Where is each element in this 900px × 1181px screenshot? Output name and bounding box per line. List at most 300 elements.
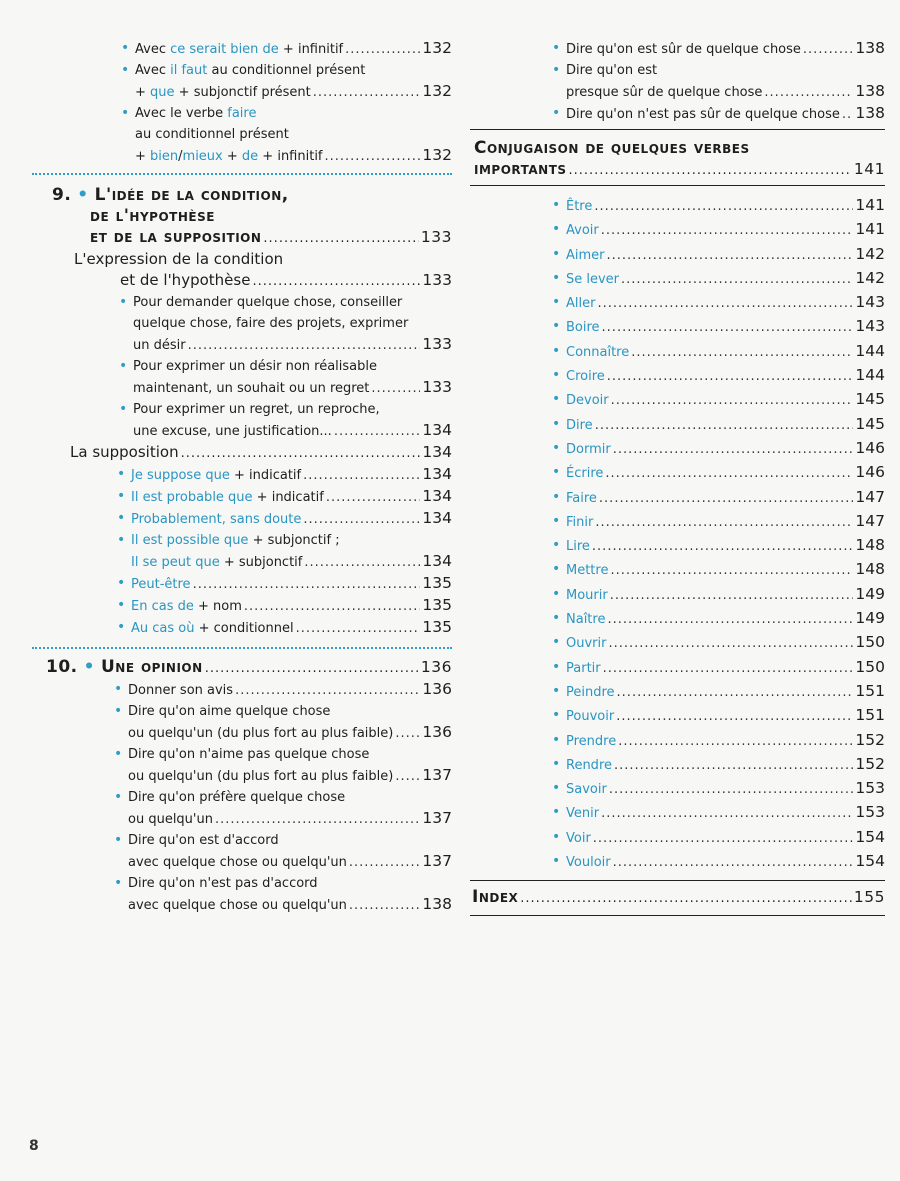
bullet-icon: • — [552, 105, 561, 121]
opinion-entries — [32, 679, 452, 916]
entry-line — [566, 364, 885, 388]
page-ref: 132 — [422, 146, 452, 164]
bullet-icon: • — [117, 532, 126, 548]
page-ref: 155 — [853, 888, 885, 907]
toc-entry — [32, 530, 452, 573]
leader-dots — [395, 723, 420, 744]
entry-text: + — [135, 149, 151, 164]
page-ref: 132 — [422, 39, 452, 57]
verb-name: Mourir — [566, 587, 608, 603]
verb-name: Aller — [566, 296, 596, 312]
toc-entry — [32, 399, 452, 442]
section-title: et de la supposition — [90, 227, 262, 247]
entry-line — [566, 461, 885, 485]
bullet-icon: • — [552, 391, 561, 408]
entry-line — [133, 292, 452, 313]
entry-text: presque sûr de quelque chose — [566, 85, 763, 100]
entry-line — [566, 437, 885, 461]
verb-entry — [552, 218, 885, 242]
bullet-icon: • — [552, 294, 561, 311]
page-ref: 150 — [855, 657, 885, 676]
bullet-icon: • — [552, 439, 561, 456]
entry-text: + conditionnel — [194, 621, 294, 636]
entry-line — [135, 38, 452, 60]
bullet-icon: • — [552, 780, 561, 797]
toc-entry — [554, 38, 885, 60]
page-ref: 138 — [422, 895, 452, 913]
toc-entry — [32, 873, 452, 916]
page-ref: 141 — [855, 220, 885, 239]
page-ref: 138 — [855, 39, 885, 57]
leader-dots — [263, 228, 418, 249]
leader-dots — [621, 268, 853, 291]
bullet-icon: • — [552, 512, 561, 529]
section-number: 10. — [46, 657, 78, 677]
section-title: Index — [472, 887, 519, 908]
entry-line — [135, 145, 452, 167]
verb-name: Dormir — [566, 441, 611, 457]
entry-text: + subjonctif présent — [174, 85, 311, 100]
leader-dots — [303, 509, 420, 530]
entry-line — [131, 595, 452, 617]
verb-name: Voir — [566, 830, 591, 846]
section-title: de l'hypothèse — [90, 206, 215, 226]
entry-line — [128, 787, 452, 808]
page-ref: 146 — [855, 463, 885, 482]
entry-text: Dire qu'on n'est pas sûr de quelque chose — [566, 107, 840, 122]
verb-name: Rendre — [566, 757, 612, 773]
entry-text: + subjonctif — [219, 555, 303, 570]
leader-dots — [569, 160, 852, 181]
bullet-icon: • — [552, 464, 561, 481]
entry-line — [131, 464, 452, 486]
verb-name: Connaître — [566, 344, 630, 360]
entry-line — [133, 399, 452, 420]
entry-line — [128, 894, 452, 916]
verb-name: Peindre — [566, 684, 615, 700]
entry-line — [131, 551, 452, 573]
toc-entry — [32, 486, 452, 508]
verb-name: Écrire — [566, 466, 604, 482]
entry-text: Dire qu'on est d'accord — [128, 833, 279, 848]
bullet-icon: • — [552, 197, 561, 213]
verb-name: Pouvoir — [566, 709, 615, 725]
leader-dots — [599, 487, 853, 510]
entry-line — [566, 388, 885, 412]
leader-dots — [597, 292, 853, 315]
entry-line — [135, 60, 452, 81]
entry-text: un désir — [133, 338, 186, 353]
entry-text: Donner son avis — [128, 683, 234, 698]
toc-entry — [32, 103, 452, 167]
section-number: 9. — [52, 185, 72, 205]
bullet-icon: • — [119, 401, 128, 417]
toc-entry — [32, 787, 452, 830]
leader-dots — [215, 809, 420, 830]
entry-text: Dire qu'on n'aime pas quelque chose — [128, 747, 370, 762]
bullet-icon: • — [119, 294, 128, 310]
entry-line — [566, 826, 885, 850]
entry-line — [566, 777, 885, 801]
page-ref: 146 — [855, 438, 885, 457]
bullet-icon: • — [552, 853, 561, 870]
section-title: importants — [474, 159, 567, 179]
bullet-icon: • — [77, 185, 89, 205]
verb-name: Lire — [566, 539, 590, 555]
leader-dots — [593, 827, 854, 850]
entry-text: au conditionnel présent — [135, 127, 289, 142]
subheading-title: La supposition — [70, 443, 179, 461]
entry-text: Au cas où — [131, 621, 195, 636]
page-ref: 137 — [422, 809, 452, 827]
bullet-icon: • — [552, 488, 561, 505]
leader-dots — [617, 681, 854, 704]
entry-line — [128, 744, 452, 765]
entry-line — [131, 486, 452, 508]
entry-line — [133, 420, 452, 442]
verb-entry — [552, 607, 885, 631]
page-ref: 137 — [422, 852, 452, 870]
entry-line — [135, 124, 452, 145]
verb-name: Ouvrir — [566, 636, 607, 652]
entry-line — [566, 753, 885, 777]
page-ref: 142 — [855, 244, 885, 263]
entry-text: quelque chose, faire des projets, exprimer — [133, 316, 409, 331]
toc-entry — [554, 103, 885, 125]
page-ref: 133 — [422, 378, 452, 396]
bullet-icon: • — [117, 488, 126, 504]
section-rule — [470, 880, 885, 881]
page-ref: 138 — [855, 82, 885, 100]
entry-line — [133, 356, 452, 377]
page-ref: 137 — [422, 766, 452, 784]
subheading-supposition — [32, 442, 452, 464]
bullet-icon: • — [114, 789, 123, 805]
leader-dots — [595, 414, 854, 437]
toc-entry — [32, 356, 452, 399]
leader-dots — [601, 802, 853, 825]
bullet-icon: • — [114, 875, 123, 891]
conjugaison-heading — [470, 138, 885, 181]
page-ref: 147 — [855, 487, 885, 506]
entry-text: maintenant, un souhait ou un regret — [133, 381, 370, 396]
verb-entry — [552, 801, 885, 825]
verb-entry — [552, 388, 885, 412]
entry-line — [135, 81, 452, 103]
verb-name: Devoir — [566, 393, 609, 409]
toc-entry — [32, 464, 452, 486]
verb-entry — [552, 583, 885, 607]
section-rule — [470, 915, 885, 916]
entry-line — [131, 617, 452, 639]
verb-entry — [552, 680, 885, 704]
page-ref: 145 — [855, 390, 885, 409]
bullet-icon: • — [117, 466, 126, 482]
bullet-icon: • — [117, 510, 126, 526]
leader-dots — [613, 438, 854, 461]
left-top-entries — [32, 38, 452, 167]
leader-dots — [616, 705, 853, 728]
entry-text: + infinitif — [258, 149, 323, 164]
verb-entry — [552, 340, 885, 364]
verb-name: Être — [566, 199, 593, 214]
entry-line — [566, 218, 885, 242]
bullet-icon: • — [552, 585, 561, 602]
verb-name: Partir — [566, 660, 601, 676]
leader-dots — [235, 680, 420, 701]
toc-entry — [32, 744, 452, 787]
entry-line — [128, 722, 452, 744]
entry-line — [133, 334, 452, 356]
page-ref: 150 — [855, 633, 885, 652]
page-ref: 138 — [855, 104, 885, 122]
entry-text: ce serait bien de — [170, 42, 279, 57]
entry-line — [128, 830, 452, 851]
entry-line — [128, 701, 452, 722]
entry-text: Dire qu'on est sûr de quelque chose — [566, 42, 801, 57]
verb-name: Faire — [566, 490, 597, 506]
leader-dots — [252, 271, 420, 292]
entry-line — [133, 377, 452, 399]
page-number: 8 — [29, 1138, 39, 1154]
leader-dots — [371, 378, 420, 399]
leader-dots — [244, 596, 421, 617]
verb-entry — [552, 486, 885, 510]
entry-text: que — [150, 85, 175, 100]
entry-text: + infinitif — [278, 42, 344, 57]
leader-dots — [610, 559, 853, 582]
bullet-icon: • — [114, 832, 123, 848]
section-divider — [32, 647, 452, 649]
entry-text: mieux — [182, 149, 223, 164]
verb-entry — [552, 558, 885, 582]
page-ref: 152 — [855, 730, 885, 749]
bullet-icon: • — [117, 619, 126, 635]
verb-name: Dire — [566, 417, 593, 433]
bullet-icon: • — [552, 658, 561, 675]
bullet-icon: • — [117, 597, 126, 613]
verb-entry — [552, 704, 885, 728]
bullet-icon: • — [552, 804, 561, 821]
verb-name: Savoir — [566, 782, 607, 798]
entry-line — [566, 291, 885, 315]
verb-entry — [552, 364, 885, 388]
toc-entry — [32, 60, 452, 103]
entry-line — [566, 194, 885, 218]
bullet-icon: • — [552, 537, 561, 554]
entry-text: + indicatif — [252, 490, 324, 505]
verb-entry — [552, 534, 885, 558]
entry-text: Il est possible que — [131, 533, 249, 548]
verb-name: Finir — [566, 514, 594, 530]
entry-text: faire — [227, 106, 257, 121]
page-ref: 135 — [422, 596, 452, 614]
leader-dots — [304, 552, 420, 573]
bullet-icon: • — [552, 561, 561, 578]
section-title: L'idée de la condition, — [94, 185, 289, 205]
entry-line — [128, 679, 452, 701]
toc-entry — [32, 679, 452, 701]
bullet-icon: • — [552, 755, 561, 772]
bullet-icon: • — [552, 634, 561, 651]
page-ref: 135 — [422, 618, 452, 636]
page-ref: 145 — [855, 414, 885, 433]
verb-entry — [552, 850, 885, 874]
entry-line — [566, 850, 885, 874]
verb-entry — [552, 437, 885, 461]
subheading-title: et de l'hypothèse — [120, 271, 251, 289]
bullet-icon: • — [552, 40, 561, 56]
entry-line — [566, 510, 885, 534]
entry-text: Il se peut que — [131, 555, 220, 570]
entry-text: Probablement, sans doute — [131, 512, 302, 527]
condition-entries — [32, 292, 452, 442]
entry-line — [128, 808, 452, 830]
section-title: Une opinion — [101, 657, 203, 677]
page-ref: 141 — [855, 196, 885, 214]
verb-name: Avoir — [566, 223, 599, 239]
bullet-icon: • — [552, 828, 561, 845]
leader-dots — [618, 730, 853, 753]
right-column — [470, 38, 885, 916]
verb-entry — [552, 753, 885, 777]
verb-entry — [552, 243, 885, 267]
toc-entry — [32, 292, 452, 356]
leader-dots — [326, 487, 421, 508]
verb-name: Mettre — [566, 563, 609, 579]
entry-text: il faut — [170, 63, 208, 78]
bullet-icon: • — [552, 342, 561, 359]
entry-text: Dire qu'on est — [566, 63, 658, 78]
verb-entry — [552, 826, 885, 850]
supposition-entries — [32, 464, 452, 639]
entry-line — [566, 534, 885, 558]
entry-line — [566, 315, 885, 339]
bullet-icon: • — [552, 245, 561, 262]
bullet-icon: • — [552, 221, 561, 238]
entry-line — [566, 267, 885, 291]
page-ref: 151 — [855, 706, 885, 725]
verb-name: Vouloir — [566, 855, 611, 871]
leader-dots — [614, 754, 853, 777]
leader-dots — [607, 608, 853, 631]
entry-line — [128, 851, 452, 873]
page-ref: 149 — [855, 609, 885, 628]
page-ref: 154 — [855, 827, 885, 846]
subheading-title: L'expression de la condition — [74, 250, 284, 268]
bullet-icon: • — [121, 40, 130, 56]
leader-dots — [334, 421, 421, 442]
page-ref: 144 — [855, 366, 885, 385]
leader-dots — [205, 658, 419, 679]
leader-dots — [603, 657, 854, 680]
entry-line — [135, 103, 452, 124]
leader-dots — [631, 341, 853, 364]
leader-dots — [764, 82, 853, 103]
verb-entry — [552, 631, 885, 655]
leader-dots — [349, 895, 421, 916]
entry-text: ou quelqu'un — [128, 812, 213, 827]
entry-text: Pour demander quelque chose, conseiller — [133, 295, 403, 310]
leader-dots — [595, 511, 853, 534]
entry-text: Dire qu'on aime quelque chose — [128, 704, 331, 719]
page-ref: 149 — [855, 584, 885, 603]
bullet-icon: • — [552, 367, 561, 384]
verb-name: Croire — [566, 369, 605, 385]
page-ref: 133 — [422, 335, 452, 353]
verb-name: Se lever — [566, 271, 620, 287]
entry-text: + subjonctif ; — [248, 533, 340, 548]
entry-text: une excuse, une justification... — [133, 424, 332, 439]
bullet-icon: • — [114, 703, 123, 719]
entry-text: + indicatif — [229, 468, 302, 483]
page-ref: 153 — [855, 779, 885, 798]
leader-dots — [607, 244, 854, 267]
toc-entry — [554, 60, 885, 103]
entry-text: + — [135, 85, 151, 100]
leader-dots — [602, 316, 854, 339]
left-column — [32, 38, 452, 916]
page-ref: 141 — [853, 160, 885, 178]
entry-text: Avec — [135, 42, 171, 57]
entry-line — [566, 583, 885, 607]
verb-name: Boire — [566, 320, 600, 336]
entry-text: Je suppose que — [131, 468, 230, 483]
leader-dots — [313, 82, 421, 103]
leader-dots — [601, 219, 854, 242]
leader-dots — [349, 852, 421, 873]
entry-line — [133, 313, 452, 334]
page-ref: 132 — [422, 82, 452, 100]
entry-line — [131, 573, 452, 595]
entry-text: ou quelqu'un (du plus fort au plus faible) — [128, 769, 394, 784]
verb-entry — [552, 194, 885, 218]
leader-dots — [609, 778, 854, 801]
verb-entry — [552, 729, 885, 753]
page-ref: 148 — [855, 536, 885, 555]
leader-dots — [592, 535, 853, 558]
page-ref: 134 — [422, 465, 452, 483]
page-ref: 151 — [855, 681, 885, 700]
bullet-icon: • — [552, 415, 561, 432]
entry-line — [131, 530, 452, 551]
entry-text: avec quelque chose ou quelqu'un — [128, 898, 347, 913]
entry-line — [566, 631, 885, 655]
page-ref: 152 — [855, 754, 885, 773]
bullet-icon: • — [552, 318, 561, 335]
page-ref: 153 — [855, 803, 885, 822]
leader-dots — [188, 335, 421, 356]
page-ref: 133 — [422, 271, 452, 289]
page-ref: 154 — [855, 852, 885, 871]
section-divider — [32, 173, 452, 175]
entry-line — [128, 873, 452, 894]
bullet-icon: • — [119, 358, 128, 374]
verb-entry — [552, 656, 885, 680]
bullet-icon: • — [552, 682, 561, 699]
entry-line — [566, 103, 885, 125]
leader-dots — [607, 365, 854, 388]
section-rule — [470, 185, 885, 186]
page-ref: 143 — [855, 317, 885, 336]
entry-text: Dire qu'on n'est pas d'accord — [128, 876, 318, 891]
bullet-icon: • — [121, 62, 130, 78]
bullet-icon: • — [114, 681, 123, 697]
entry-text: Pour exprimer un regret, un reproche, — [133, 402, 380, 417]
page-ref: 134 — [422, 421, 452, 439]
verb-name: Aimer — [566, 247, 605, 263]
leader-dots — [181, 443, 421, 464]
